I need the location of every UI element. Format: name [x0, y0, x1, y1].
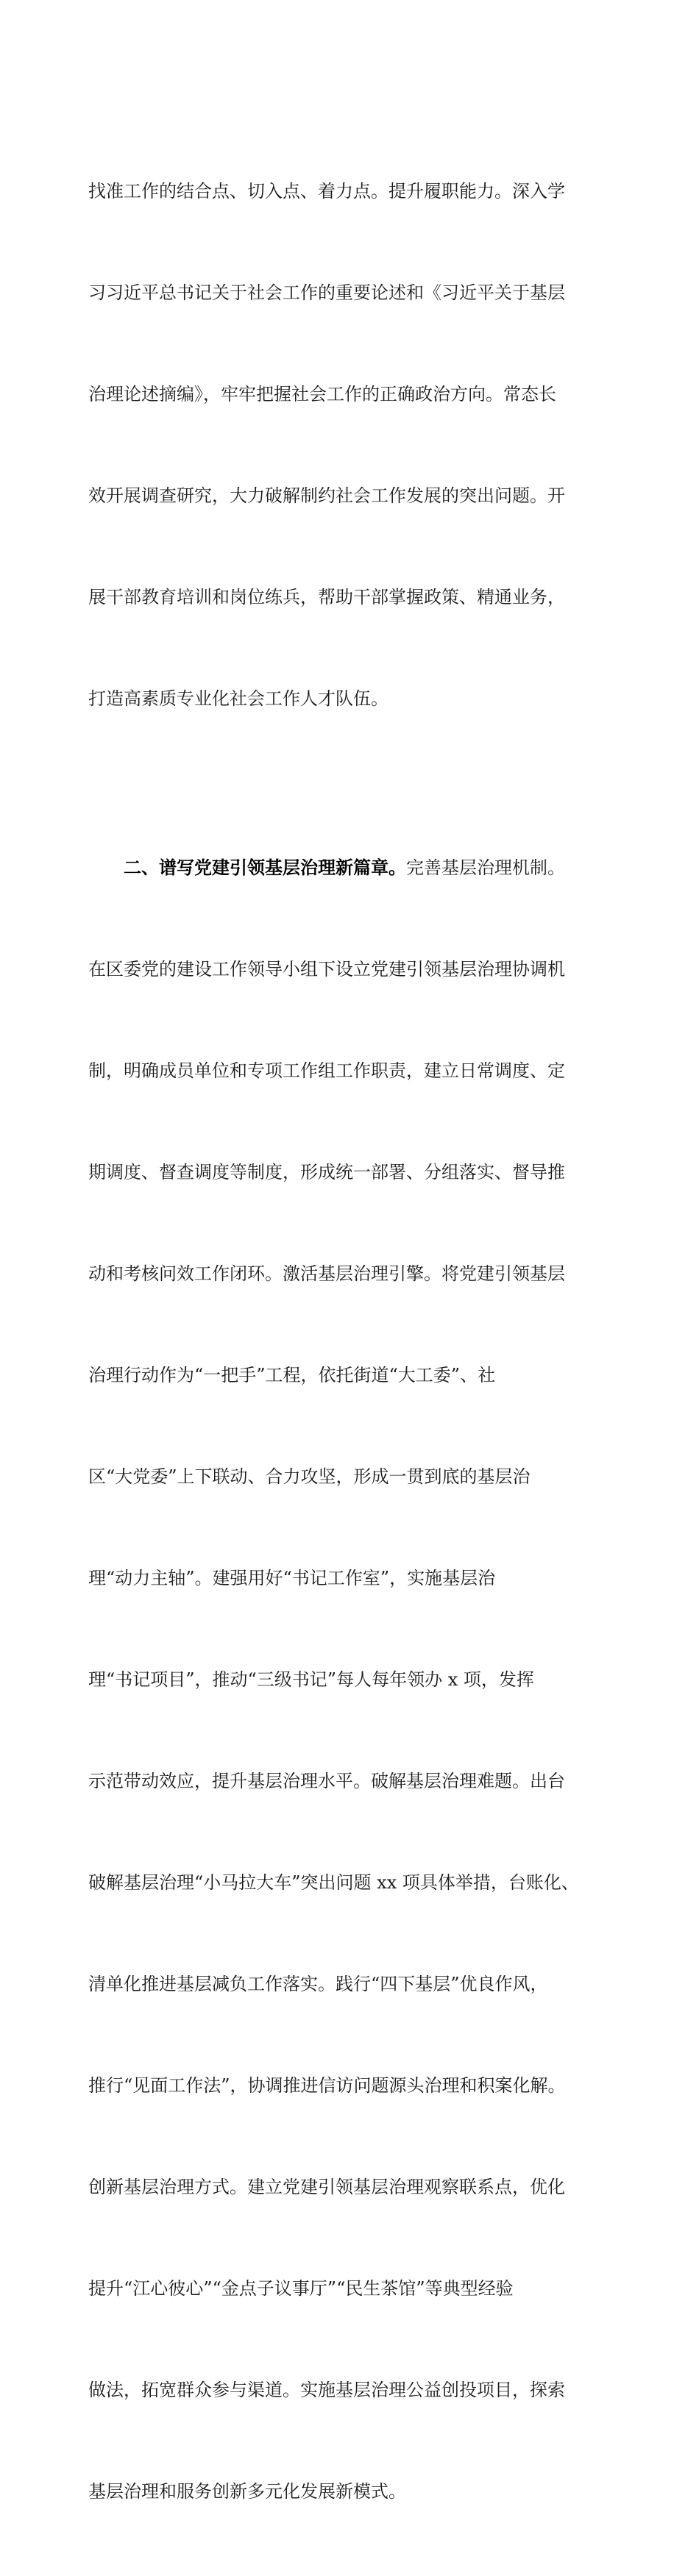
text-line: 清单化推进基层减负工作落实。践行“四下基层”优良作风， [88, 1974, 548, 1994]
text-line: 破解基层治理“小马拉大车”突出问题 xx 项具体举措，台账化、 [88, 1872, 579, 1893]
text-line: 治理论述摘编》，牢牢把握社会工作的正确政治方向。常态长 [88, 384, 556, 404]
document-body [88, 107, 611, 2576]
text-line: 理“书记项目”，推动“三级书记”每人每年领办 x 项，发挥 [88, 1669, 534, 1690]
text-line: 效开展调查研究，大力破解制约社会工作发展的突出问题。开 [88, 485, 565, 506]
heading-line-rest: 完善基层治理机制。 [406, 857, 565, 878]
text-line: 推行“见面工作法”，协调推进信访问题源头治理和积案化解。 [88, 2075, 566, 2096]
text-line: 做法，拓宽群众参与渠道。实施基层治理公益创投项目，探索 [88, 2380, 565, 2400]
text-line: 打造高素质专业化社会工作人才队伍。 [88, 688, 388, 709]
text-line: 治理行动作为“一把手”工程，依托街道“大工委”、社 [88, 1365, 496, 1385]
paragraph-2 [88, 783, 611, 2576]
text-line: 示范带动效应，提升基层治理水平。破解基层治理难题。出台 [88, 1771, 565, 1791]
text-line: 展干部教育培训和岗位练兵，帮助干部掌握政策、精通业务， [88, 587, 565, 607]
text-line: 找准工作的结合点、切入点、着力点。提升履职能力。深入学 [88, 181, 565, 201]
text-line: 期调度、督查调度等制度，形成统一部署、分组落实、督导推 [88, 1162, 565, 1182]
text-line [88, 851, 611, 885]
section-heading: 二、谱写党建引领基层治理新篇章。 [124, 857, 406, 878]
text-line: 基层治理和服务创新多元化发展新模式。 [88, 2481, 406, 2502]
text-line: 区“大党委”上下联动、合力攻坚，形成一贯到底的基层治 [88, 1466, 531, 1487]
text-line: 提升“江心彼心”“金点子议事厅”“民生茶馆”等典型经验 [88, 2278, 514, 2299]
paragraph-1 [88, 107, 611, 783]
text-line: 在区委党的建设工作领导小组下设立党建引领基层治理协调机 [88, 959, 565, 980]
text-line: 理“动力主轴”。建强用好“书记工作室”，实施基层治 [88, 1568, 496, 1588]
text-line: 制，明确成员单位和专项工作组工作职责，建立日常调度、定 [88, 1060, 565, 1081]
text-line: 创新基层治理方式。建立党建引领基层治理观察联系点，优化 [88, 2177, 565, 2197]
text-line: 习习近平总书记关于社会工作的重要论述和《习近平关于基层 [88, 282, 565, 303]
text-line: 动和考核问效工作闭环。激活基层治理引擎。将党建引领基层 [88, 1263, 565, 1284]
